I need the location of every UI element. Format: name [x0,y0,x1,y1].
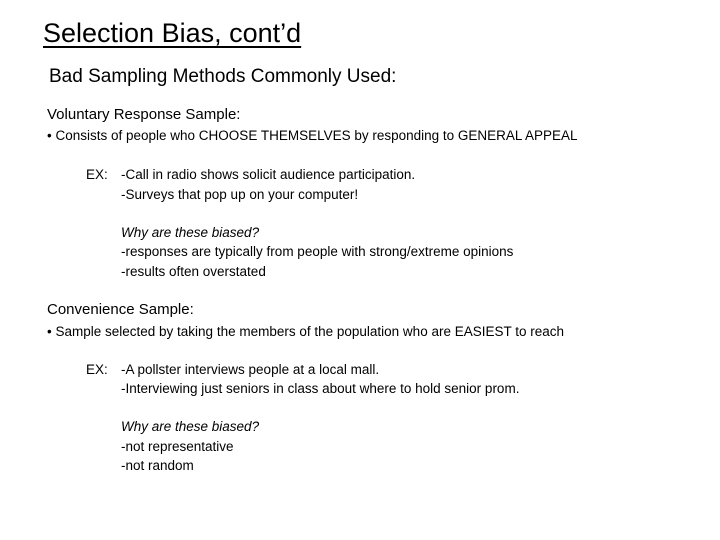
bias-answer: -results often overstated [121,264,266,279]
definition-bullet: • Sample selected by taking the members of the population who are EASIEST to reach [47,324,565,339]
ex-label: EX: [86,167,108,182]
example-line: -Surveys that pop up on your computer! [121,187,359,202]
slide-title: Selection Bias, cont’d [43,18,302,48]
ex-label: EX: [86,362,108,377]
section-heading [47,106,240,123]
bias-answer: -not random [121,458,194,473]
section-heading-colon: : [236,106,241,123]
bias-answer: -not representative [121,439,234,454]
bias-question: Why are these biased? [121,225,260,240]
section-heading-colon: : [189,301,194,318]
definition-bullet: • Consists of people who CHOOSE THEMSELVES by responding to GENERAL APPEAL [47,128,578,143]
section-heading [47,301,194,318]
bias-answer: -responses are typically from people with strong/extreme opinions [121,244,514,259]
example-line: -Interviewing just seniors in class about where to hold senior prom. [121,381,520,396]
bias-question: Why are these biased? [121,419,260,434]
section-heading-text: Voluntary Response Sample [47,106,237,123]
slide-subtitle: Bad Sampling Methods Commonly Used: [49,66,397,87]
example-line: -A pollster interviews people at a local mall. [121,362,380,377]
section-heading-text: Convenience Sample [47,301,190,318]
example-line: -Call in radio shows solicit audience participation. [121,167,416,182]
